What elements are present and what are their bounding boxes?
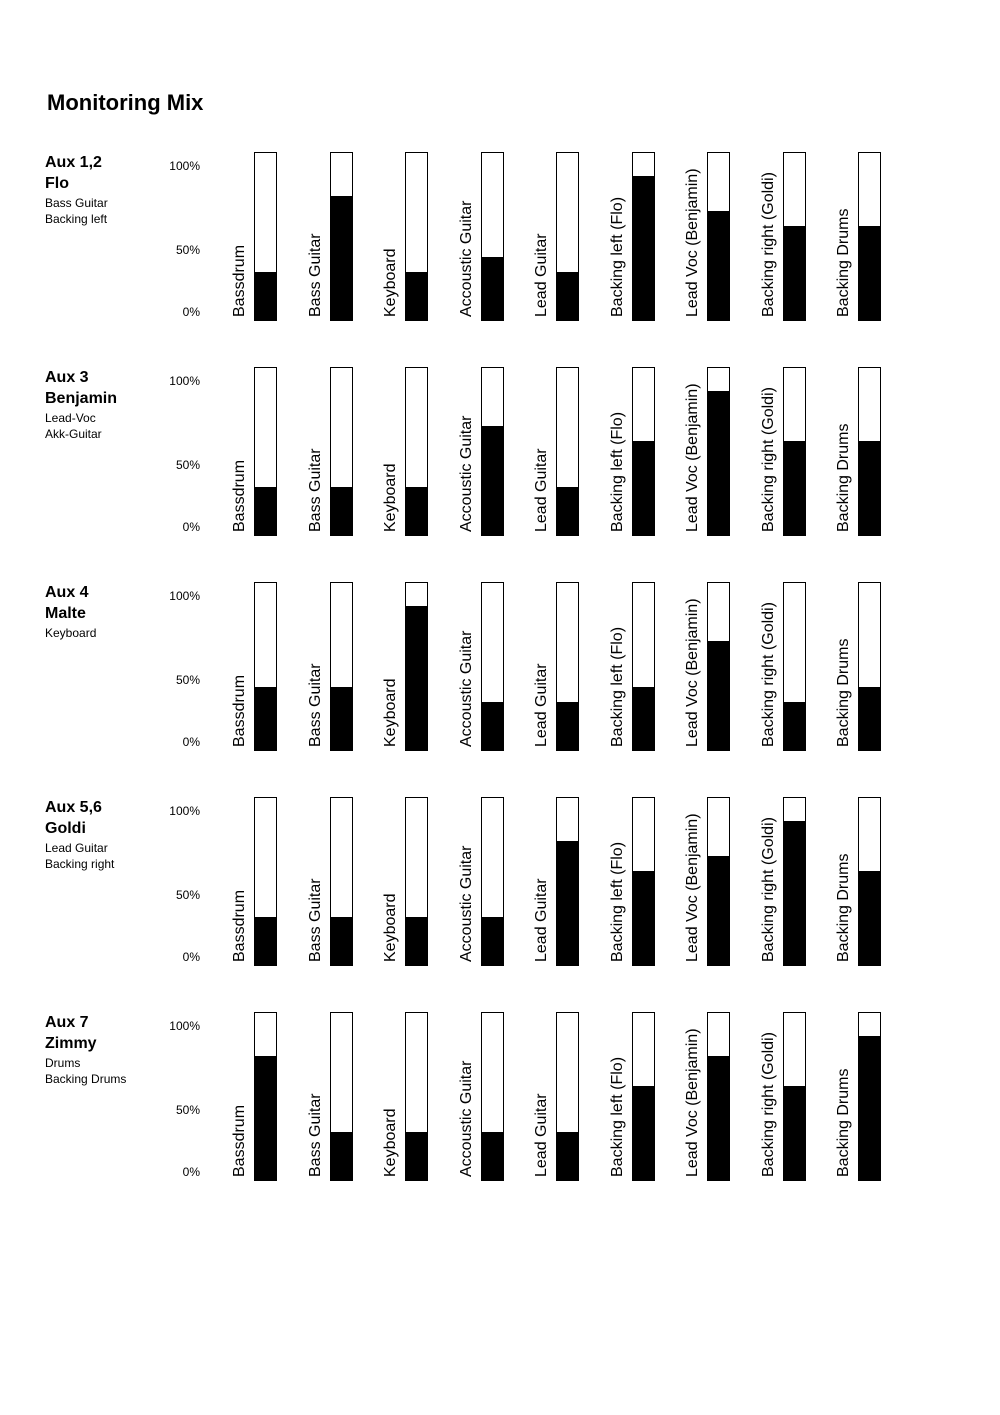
level-bar-fill xyxy=(557,702,578,750)
channel-meter xyxy=(306,582,366,752)
channel-meter xyxy=(834,797,894,967)
y-tick-label: 100% xyxy=(169,159,200,173)
channel-meter xyxy=(532,1012,592,1182)
y-tick-label: 0% xyxy=(182,1165,200,1179)
channel-label: Backing Drums xyxy=(835,638,852,747)
channel-label: Accoustic Guitar xyxy=(457,200,475,317)
channel-meter xyxy=(532,152,592,322)
level-bar xyxy=(632,152,655,321)
channel-meter xyxy=(759,367,819,537)
channel-meter xyxy=(532,797,592,967)
channel-label-wrap xyxy=(230,367,250,532)
channel-label: Lead Voc (Benjamin) xyxy=(684,168,701,317)
channel-meter xyxy=(306,152,366,322)
channel-meter xyxy=(457,1012,517,1182)
aux-label: Aux 1,2 xyxy=(45,154,102,171)
channel-label: Lead Guitar xyxy=(533,448,550,532)
channel-meter xyxy=(608,1012,668,1182)
level-bar-fill xyxy=(859,687,880,750)
level-bar-fill xyxy=(331,687,352,750)
y-tick-label: 0% xyxy=(182,735,200,749)
level-bar-fill xyxy=(859,1036,880,1180)
mix-section xyxy=(0,1012,1000,1192)
level-bar-fill xyxy=(557,487,578,535)
channel-meter xyxy=(759,797,819,967)
channel-label: Backing left (Flo) xyxy=(608,1056,626,1177)
level-bar-fill xyxy=(784,226,805,320)
instrument-item: Lead-Voc xyxy=(45,411,96,425)
level-bar xyxy=(858,582,881,751)
channel-label: Keyboard xyxy=(382,678,399,747)
channel-label-wrap xyxy=(608,367,628,532)
channel-meter xyxy=(230,1012,290,1182)
channel-meter xyxy=(834,1012,894,1182)
channel-meter xyxy=(306,797,366,967)
level-bar xyxy=(556,1012,579,1181)
y-tick-label: 50% xyxy=(175,1103,200,1117)
channel-label-wrap xyxy=(608,1012,628,1177)
level-bar-fill xyxy=(708,391,729,535)
level-bar xyxy=(405,367,428,536)
level-bar-fill xyxy=(406,1132,427,1180)
level-bar xyxy=(632,797,655,966)
level-bar-fill xyxy=(633,441,654,535)
channel-label: Bass Guitar xyxy=(306,663,324,747)
channel-meter xyxy=(230,367,290,537)
channel-label: Bass Guitar xyxy=(306,233,324,317)
level-bar-fill xyxy=(331,196,352,320)
level-bar-fill xyxy=(406,272,427,320)
channel-label: Bassdrum xyxy=(231,674,248,747)
level-bar xyxy=(405,1012,428,1181)
level-bar xyxy=(858,797,881,966)
level-bar-fill xyxy=(406,606,427,750)
level-bar xyxy=(330,152,353,321)
channel-meter xyxy=(230,797,290,967)
mix-section xyxy=(0,797,1000,977)
channel-meter xyxy=(457,797,517,967)
channel-label: Backing left (Flo) xyxy=(608,626,626,747)
channel-meter xyxy=(230,582,290,752)
channel-meter xyxy=(532,582,592,752)
channel-label: Bass Guitar xyxy=(306,878,324,962)
channel-label-wrap xyxy=(230,1012,250,1177)
level-bar xyxy=(254,797,277,966)
instrument-item: Akk-Guitar xyxy=(45,426,102,441)
level-bar-fill xyxy=(859,226,880,320)
instrument-item: Backing left xyxy=(45,211,108,226)
aux-label: Aux 3 xyxy=(45,369,89,386)
channel-label: Bassdrum xyxy=(231,889,248,962)
channel-label: Backing right (Goldi) xyxy=(759,172,777,317)
level-bar-fill xyxy=(482,426,503,535)
level-bar xyxy=(858,1012,881,1181)
level-bar xyxy=(556,152,579,321)
channel-label: Lead Guitar xyxy=(533,663,550,747)
level-bar xyxy=(707,152,730,321)
channel-label-wrap xyxy=(759,1012,779,1177)
level-bar-fill xyxy=(255,272,276,320)
level-bar xyxy=(481,152,504,321)
level-bar-fill xyxy=(557,1132,578,1180)
aux-label: Aux 5,6 xyxy=(45,799,102,816)
y-tick-label: 50% xyxy=(175,243,200,257)
level-bar xyxy=(405,152,428,321)
channel-meter xyxy=(381,797,441,967)
channel-meter xyxy=(834,582,894,752)
channel-label: Bassdrum xyxy=(231,459,248,532)
level-bar xyxy=(481,367,504,536)
level-bar xyxy=(707,582,730,751)
level-bar-fill xyxy=(708,1056,729,1180)
channel-label: Backing Drums xyxy=(835,208,852,317)
instrument-list xyxy=(45,841,114,872)
level-bar xyxy=(858,367,881,536)
level-bar-fill xyxy=(406,917,427,965)
channel-label-wrap xyxy=(532,797,552,962)
level-bar-fill xyxy=(784,821,805,965)
level-bar-fill xyxy=(331,917,352,965)
level-bar-fill xyxy=(784,441,805,535)
y-tick-label: 50% xyxy=(175,673,200,687)
instrument-list xyxy=(45,411,102,442)
channel-meter xyxy=(608,797,668,967)
level-bar xyxy=(330,367,353,536)
channel-meter xyxy=(683,582,743,752)
channel-label-wrap xyxy=(834,367,854,532)
level-bar xyxy=(405,797,428,966)
level-bar xyxy=(556,367,579,536)
channel-label-wrap xyxy=(381,1012,401,1177)
mix-section xyxy=(0,367,1000,547)
channel-label: Lead Guitar xyxy=(533,1093,550,1177)
channel-meter xyxy=(457,582,517,752)
channel-label-wrap xyxy=(381,582,401,747)
channel-meter xyxy=(381,582,441,752)
channel-label: Backing Drums xyxy=(835,1068,852,1177)
channel-meter xyxy=(759,582,819,752)
channel-label: Bassdrum xyxy=(231,244,248,317)
level-bar xyxy=(783,582,806,751)
level-bar xyxy=(707,1012,730,1181)
channel-label-wrap xyxy=(759,152,779,317)
instrument-item: Lead Guitar xyxy=(45,841,108,855)
channel-label-wrap xyxy=(683,1012,703,1177)
channel-label: Bass Guitar xyxy=(306,1093,324,1177)
y-tick-label: 100% xyxy=(169,374,200,388)
channel-label-wrap xyxy=(306,797,326,962)
y-tick-label: 50% xyxy=(175,458,200,472)
level-bar xyxy=(632,582,655,751)
channel-label: Backing Drums xyxy=(835,423,852,532)
level-bar-fill xyxy=(255,487,276,535)
channel-meter xyxy=(230,152,290,322)
page-title: Monitoring Mix xyxy=(47,90,204,115)
level-bar xyxy=(254,1012,277,1181)
level-bar xyxy=(707,367,730,536)
channel-label-wrap xyxy=(532,582,552,747)
channel-meter xyxy=(608,367,668,537)
channel-label: Backing right (Goldi) xyxy=(759,1032,777,1177)
channel-label: Bassdrum xyxy=(231,1104,248,1177)
level-bar xyxy=(405,582,428,751)
level-bar-fill xyxy=(859,441,880,535)
y-tick-label: 100% xyxy=(169,589,200,603)
level-bar-fill xyxy=(482,702,503,750)
y-tick-label: 100% xyxy=(169,1019,200,1033)
level-bar xyxy=(481,1012,504,1181)
channel-label: Backing left (Flo) xyxy=(608,411,626,532)
level-bar xyxy=(254,582,277,751)
channel-meter xyxy=(306,1012,366,1182)
instrument-list xyxy=(45,626,96,642)
level-bar-fill xyxy=(482,917,503,965)
person-name: Flo xyxy=(45,175,69,192)
person-name: Malte xyxy=(45,605,86,622)
channel-label-wrap xyxy=(457,1012,477,1177)
channel-label: Lead Guitar xyxy=(533,878,550,962)
level-bar xyxy=(556,582,579,751)
aux-label: Aux 4 xyxy=(45,584,89,601)
channel-meter xyxy=(759,152,819,322)
channel-label-wrap xyxy=(834,152,854,317)
level-bar-fill xyxy=(482,257,503,320)
level-bar-fill xyxy=(708,641,729,750)
mix-section xyxy=(0,152,1000,332)
person-name: Benjamin xyxy=(45,390,118,407)
instrument-item: Bass Guitar xyxy=(45,196,108,210)
channel-label-wrap xyxy=(230,152,250,317)
channel-meter xyxy=(381,1012,441,1182)
level-bar-fill xyxy=(633,176,654,320)
instrument-item: Drums xyxy=(45,1056,81,1070)
channel-label: Backing right (Goldi) xyxy=(759,387,777,532)
channel-label: Bass Guitar xyxy=(306,448,324,532)
channel-label-wrap xyxy=(608,152,628,317)
channel-label-wrap xyxy=(532,367,552,532)
y-tick-label: 100% xyxy=(169,804,200,818)
channel-meter xyxy=(683,797,743,967)
channel-meter xyxy=(683,152,743,322)
level-bar xyxy=(330,1012,353,1181)
person-name: Goldi xyxy=(45,820,86,837)
channel-label-wrap xyxy=(457,797,477,962)
level-bar xyxy=(858,152,881,321)
channel-label: Accoustic Guitar xyxy=(457,845,475,962)
channel-meter xyxy=(759,1012,819,1182)
level-bar-fill xyxy=(633,687,654,750)
level-bar-fill xyxy=(633,1086,654,1180)
channel-label-wrap xyxy=(230,797,250,962)
level-bar-fill xyxy=(331,487,352,535)
channel-label: Backing left (Flo) xyxy=(608,841,626,962)
channel-label-wrap xyxy=(230,582,250,747)
channel-label-wrap xyxy=(457,367,477,532)
level-bar xyxy=(707,797,730,966)
level-bar xyxy=(330,582,353,751)
level-bar xyxy=(783,152,806,321)
channel-label: Keyboard xyxy=(382,248,399,317)
level-bar-fill xyxy=(633,871,654,965)
channel-meter xyxy=(381,367,441,537)
channel-label: Lead Voc (Benjamin) xyxy=(684,813,701,962)
level-bar xyxy=(783,797,806,966)
channel-meter xyxy=(457,152,517,322)
channel-meter xyxy=(457,367,517,537)
level-bar-fill xyxy=(708,856,729,965)
level-bar-fill xyxy=(557,272,578,320)
level-bar xyxy=(783,1012,806,1181)
level-bar-fill xyxy=(784,1086,805,1180)
y-tick-label: 0% xyxy=(182,305,200,319)
channel-label-wrap xyxy=(457,152,477,317)
channel-label: Keyboard xyxy=(382,1108,399,1177)
level-bar xyxy=(632,1012,655,1181)
channel-label-wrap xyxy=(381,152,401,317)
channel-label: Backing Drums xyxy=(835,853,852,962)
channel-label: Backing right (Goldi) xyxy=(759,817,777,962)
channel-label-wrap xyxy=(759,367,779,532)
instrument-list xyxy=(45,196,108,227)
level-bar xyxy=(632,367,655,536)
channel-label: Lead Voc (Benjamin) xyxy=(684,598,701,747)
channel-meter xyxy=(381,152,441,322)
channel-label: Accoustic Guitar xyxy=(457,630,475,747)
instrument-item: Backing right xyxy=(45,856,115,871)
channel-label: Accoustic Guitar xyxy=(457,1060,475,1177)
channel-label: Backing right (Goldi) xyxy=(759,602,777,747)
level-bar xyxy=(556,797,579,966)
channel-label: Accoustic Guitar xyxy=(457,415,475,532)
level-bar-fill xyxy=(255,1056,276,1180)
level-bar xyxy=(481,797,504,966)
level-bar xyxy=(481,582,504,751)
channel-meter xyxy=(608,152,668,322)
level-bar-fill xyxy=(859,871,880,965)
level-bar-fill xyxy=(255,917,276,965)
channel-label-wrap xyxy=(306,1012,326,1177)
level-bar xyxy=(783,367,806,536)
level-bar-fill xyxy=(482,1132,503,1180)
channel-label-wrap xyxy=(834,797,854,962)
channel-label-wrap xyxy=(306,367,326,532)
channel-meter xyxy=(608,582,668,752)
aux-label: Aux 7 xyxy=(45,1014,89,1031)
channel-meter xyxy=(306,367,366,537)
channel-label-wrap xyxy=(381,367,401,532)
y-tick-label: 50% xyxy=(175,888,200,902)
channel-meter xyxy=(834,152,894,322)
channel-label-wrap xyxy=(683,367,703,532)
channel-label: Lead Voc (Benjamin) xyxy=(684,383,701,532)
channel-label: Lead Guitar xyxy=(533,233,550,317)
channel-label-wrap xyxy=(532,1012,552,1177)
channel-meter xyxy=(532,367,592,537)
channel-label-wrap xyxy=(683,152,703,317)
instrument-list xyxy=(45,1056,126,1087)
channel-label-wrap xyxy=(834,582,854,747)
level-bar xyxy=(254,152,277,321)
channel-label: Keyboard xyxy=(382,893,399,962)
channel-meter xyxy=(683,367,743,537)
channel-label: Lead Voc (Benjamin) xyxy=(684,1028,701,1177)
level-bar-fill xyxy=(406,487,427,535)
channel-label-wrap xyxy=(683,582,703,747)
channel-meter xyxy=(683,1012,743,1182)
channel-label-wrap xyxy=(683,797,703,962)
channel-meter xyxy=(834,367,894,537)
person-name: Zimmy xyxy=(45,1035,97,1052)
channel-label-wrap xyxy=(608,582,628,747)
level-bar xyxy=(254,367,277,536)
y-tick-label: 0% xyxy=(182,520,200,534)
y-tick-label: 0% xyxy=(182,950,200,964)
channel-label-wrap xyxy=(306,152,326,317)
channel-label-wrap xyxy=(834,1012,854,1177)
channel-label-wrap xyxy=(306,582,326,747)
channel-label-wrap xyxy=(608,797,628,962)
instrument-item: Backing Drums xyxy=(45,1071,127,1086)
channel-label-wrap xyxy=(532,152,552,317)
level-bar-fill xyxy=(557,841,578,965)
channel-label: Backing left (Flo) xyxy=(608,196,626,317)
level-bar xyxy=(330,797,353,966)
instrument-item: Keyboard xyxy=(45,626,97,640)
channel-label-wrap xyxy=(759,582,779,747)
channel-label-wrap xyxy=(381,797,401,962)
mix-section xyxy=(0,582,1000,762)
level-bar-fill xyxy=(708,211,729,320)
channel-label: Keyboard xyxy=(382,463,399,532)
level-bar-fill xyxy=(784,702,805,750)
channel-label-wrap xyxy=(457,582,477,747)
level-bar-fill xyxy=(255,687,276,750)
level-bar-fill xyxy=(331,1132,352,1180)
channel-label-wrap xyxy=(759,797,779,962)
